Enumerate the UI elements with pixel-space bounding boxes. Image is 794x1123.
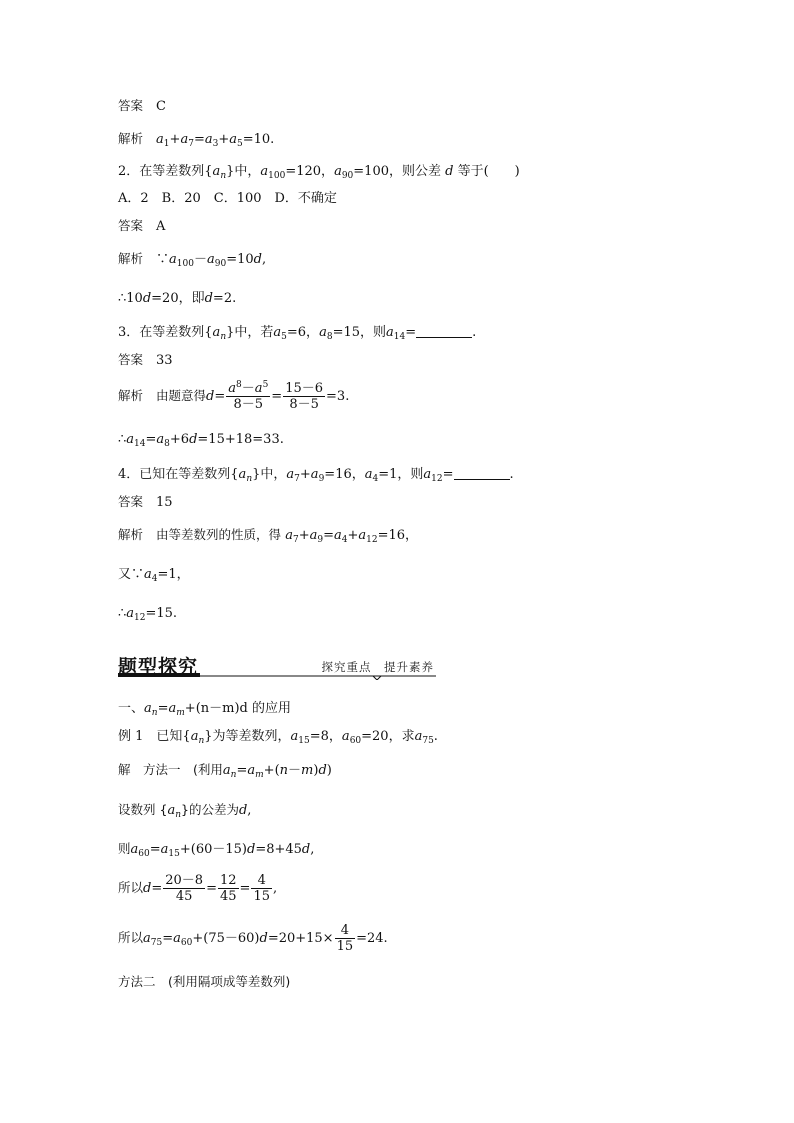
answer-blank[interactable] bbox=[454, 467, 510, 480]
answer-label: 答案 bbox=[118, 98, 144, 113]
question-2-options: A．2 B．20 C．100 D．不确定 bbox=[118, 191, 337, 206]
analysis-line-4b: 又$\because a_4=1$， bbox=[118, 567, 190, 584]
answer-value: C bbox=[156, 99, 166, 114]
answer-line-1 bbox=[118, 98, 166, 115]
section-subtitle: 探究重点 提升素养 bbox=[321, 660, 434, 674]
question-2: 2．在等差数列$\{a_n\}$中，$a_{100}=120$，$a_{90}=100$，则公差 d 等于( ) bbox=[118, 164, 520, 181]
fraction: $\frac{a^8-a^5}{8-5}$ bbox=[228, 380, 269, 412]
analysis-line-1: 解析 $a_1+a_7=a_3+a_5=10$. bbox=[118, 131, 275, 149]
fraction: $\frac{4}{15}$ bbox=[253, 873, 270, 904]
fraction: $\frac{12}{45}$ bbox=[219, 873, 237, 904]
answer-line-4: 答案 15 bbox=[118, 494, 173, 510]
question-3: 3．在等差数列$\{a_n\}$中，若$a_5=6$，$a_8=15$，则$a_{14}=$ . bbox=[118, 325, 477, 342]
answer-line-2: 答案 A bbox=[118, 218, 166, 234]
analysis-line-2b: ∴10d=20，即d=2. bbox=[118, 291, 237, 306]
solution-line-4: 所以$a_{75}=a_{60}+(75-60)d=20+15\times$ $\frac{4}{15}$ =24. bbox=[118, 923, 388, 954]
fraction: $\frac{15-6}{8-5}$ bbox=[285, 381, 324, 412]
topic-heading: 一、$a_n=a_m+(n-m)d$ 的应用 bbox=[118, 701, 292, 718]
analysis-line-3b: $\therefore a_{14}=a_8+6d=15+18=33$. bbox=[118, 432, 284, 449]
analysis-line-2: 解析 $\because a_{100}-a_{90}=10d$, bbox=[118, 251, 267, 269]
analysis-line-3: 解析 由题意得d= $\frac{a^8-a^5}{8-5}$ = $\frac{15-6}{8-5}$ =3. bbox=[118, 380, 350, 412]
example-1: 例 1 已知$\{a_n\}$为等差数列，$a_{15}=8$，$a_{60}=20$，求$a_{75}$. bbox=[118, 729, 438, 746]
solution-method-1-label: 解 方法一 (利用$a_n=a_m+(n-m)d$) bbox=[118, 762, 332, 780]
solution-line-2: 则$a_{60}=a_{15}+(60-15)d=8+45d$, bbox=[118, 841, 315, 859]
question-4: 4．已知在等差数列$\{a_n\}$中，$a_7+a_9=16$，$a_4=1$，则$a_{12}=$ . bbox=[118, 467, 514, 484]
analysis-label: 解析 bbox=[118, 131, 144, 146]
analysis-line-4c: $\therefore a_{12}=15$. bbox=[118, 606, 178, 623]
fraction: $\frac{4}{15}$ bbox=[336, 923, 354, 954]
solution-line-3: 所以d= $\frac{20-8}{45}$ = $\frac{12}{45}$ = $\frac{4}{15}$ , bbox=[118, 873, 278, 904]
answer-line-3: 答案 33 bbox=[118, 352, 173, 368]
section-header bbox=[118, 650, 436, 680]
solution-line-1: 设数列 $\{a_n\}$的公差为d, bbox=[118, 802, 252, 820]
section-title: 题型探究 bbox=[118, 656, 199, 678]
analysis-line-4: 解析 由等差数列的性质，得 $a_7+a_9=a_4+a_{12}=16$， bbox=[118, 527, 419, 545]
answer-blank[interactable] bbox=[416, 325, 472, 338]
solution-method-2-label: 方法二 (利用隔项成等差数列) bbox=[118, 974, 291, 989]
fraction: $\frac{20-8}{45}$ bbox=[165, 873, 204, 904]
